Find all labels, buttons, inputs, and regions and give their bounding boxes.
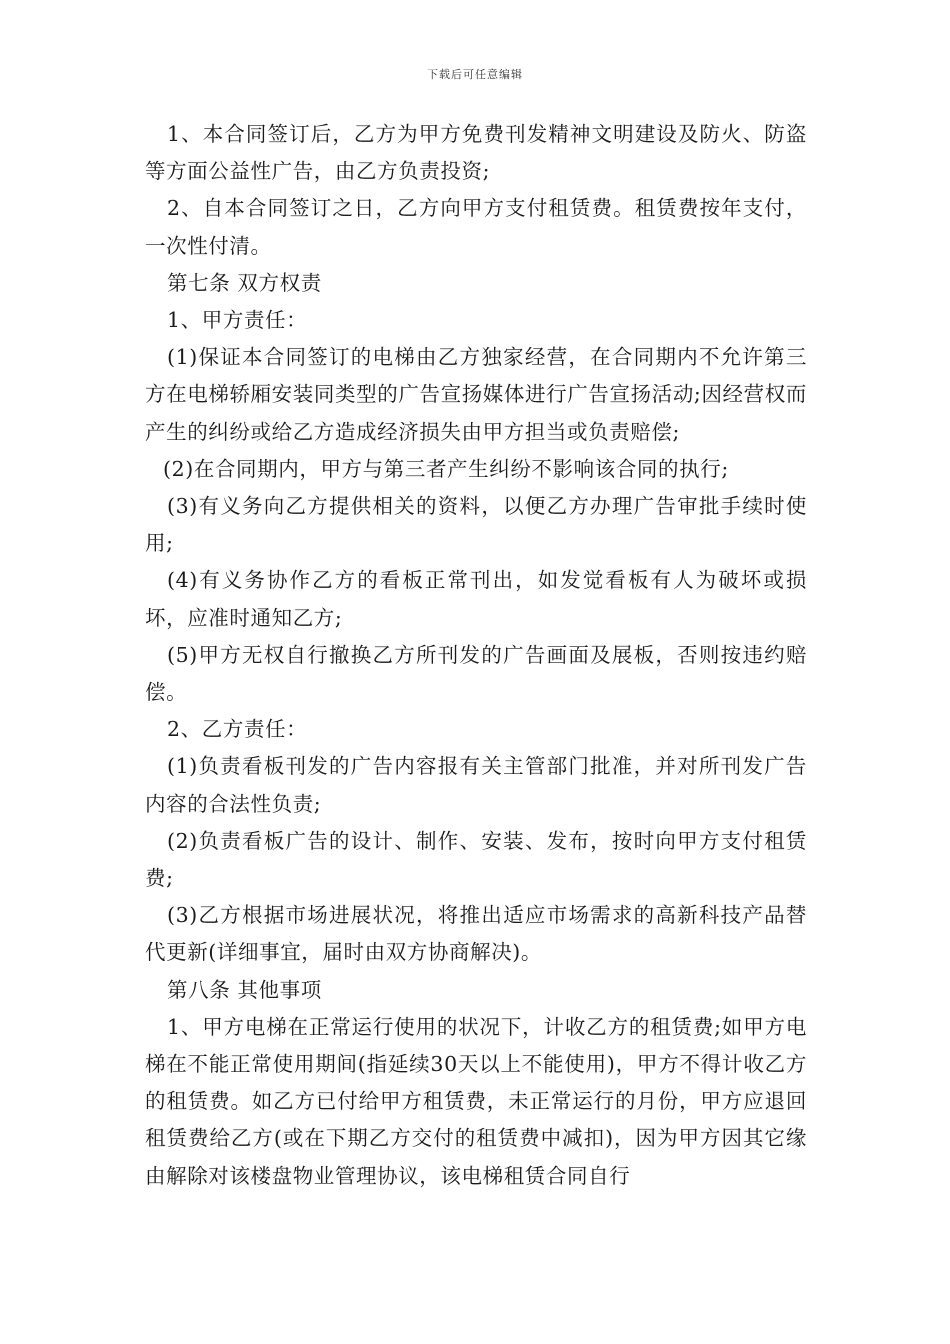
- document-body: [145, 116, 807, 1195]
- paragraph-clause-8-1: 1、甲方电梯在正常运行使用的状况下，计收乙方的租赁费;如甲方电梯在不能正常使用期间(指延续30天以上不能使用)，甲方不得计收乙方的租赁费。如乙方已付给甲方租赁费，未正常运行的月份，甲方应退回租赁费给乙方(或在下期乙方交付的租赁费中减扣)，因为甲方因其它缘由解除对该楼盘物业管理协议，该电梯租赁合同自行: [145, 1014, 807, 1188]
- subheading-party-b-duties: 2、乙方责任：: [167, 717, 308, 742]
- paragraph-clause-6-2: 2、自本合同签订之日，乙方向甲方支付租赁费。租赁费按年支付，一次性付清。: [145, 196, 807, 258]
- paragraph-party-a-4: (4)有义务协作乙方的看板正常刊出，如发觉看板有人为破坏或损坏，应准时通知乙方;: [145, 568, 807, 630]
- paragraph-party-b-2: (2)负责看板广告的设计、制作、安装、发布，按时向甲方支付租赁费;: [145, 828, 807, 891]
- paragraph-party-a-2: (2)在合同期内，甲方与第三者产生纠纷不影响该合同的执行;: [163, 456, 729, 481]
- section-heading-article-7: 第七条 双方权责: [167, 270, 322, 295]
- page-header: 下载后可任意编辑: [427, 68, 523, 81]
- paragraph-party-a-3: (3)有义务向乙方提供相关的资料，以便乙方办理广告审批手续时使用;: [145, 494, 807, 556]
- subheading-party-a-duties: 1、甲方责任：: [167, 308, 308, 333]
- paragraph-party-b-3: (3)乙方根据市场进展状况，将推出适应市场需求的高新科技产品替代更新(详细事宜，届时由双方协商解决)。: [145, 903, 807, 965]
- paragraph-party-a-1: (1)保证本合同签订的电梯由乙方独家经营，在合同期内不允许第三方在电梯轿厢安装同类型的广告宣扬媒体进行广告宣扬活动;因经营权而产生的纠纷或给乙方造成经济损失由甲方担当或负责赔偿;: [145, 345, 807, 444]
- section-heading-article-8: 第八条 其他事项: [167, 977, 322, 1002]
- paragraph-party-a-5: (5)甲方无权自行撤换乙方所刊发的广告画面及展板，否则按违约赔偿。: [145, 642, 807, 705]
- paragraph-clause-6-1: 1、本合同签订后，乙方为甲方免费刊发精神文明建设及防火、防盗等方面公益性广告，由乙方负责投资;: [145, 122, 807, 184]
- paragraph-party-b-1: (1)负责看板刊发的广告内容报有关主管部门批准，并对所刊发广告内容的合法性负责;: [145, 754, 807, 816]
